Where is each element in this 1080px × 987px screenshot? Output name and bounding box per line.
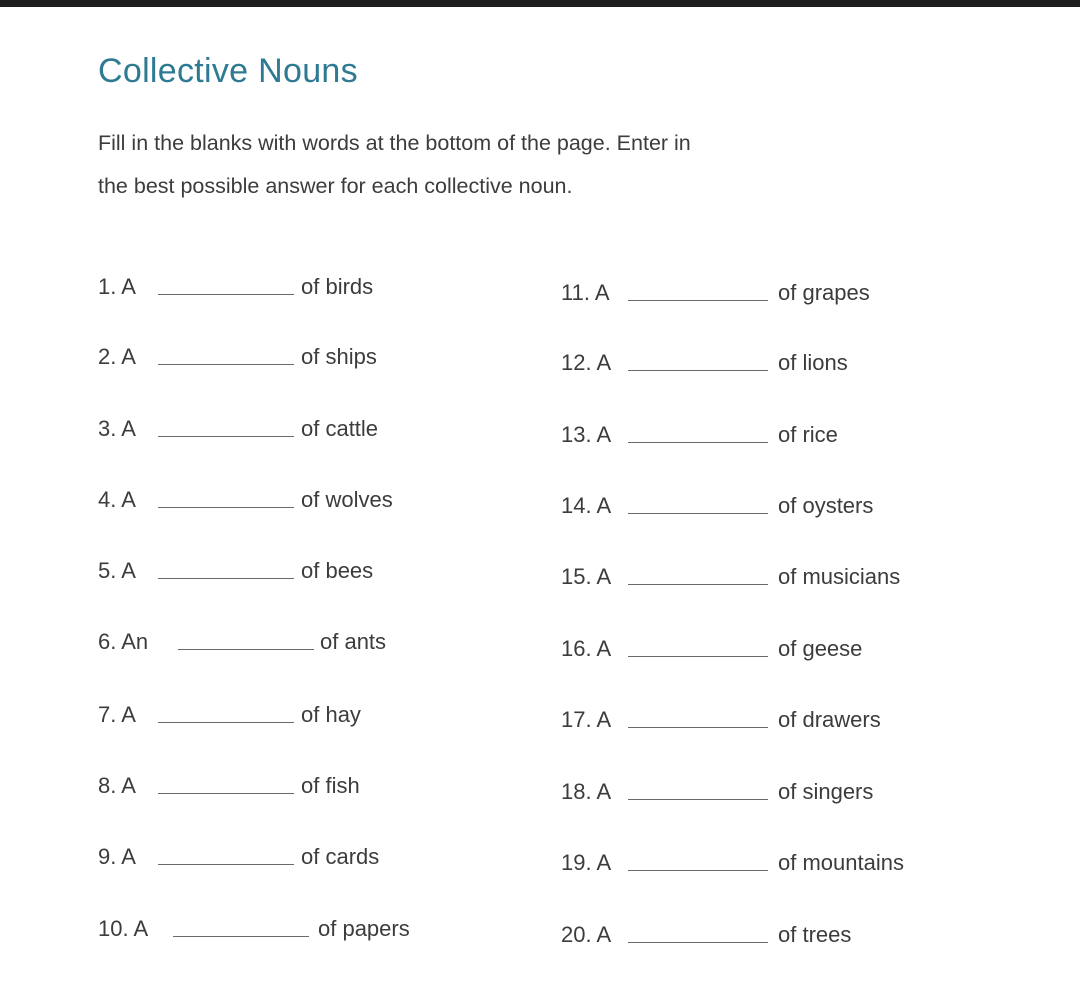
question-number: 7. A — [98, 702, 136, 727]
answer-blank[interactable] — [628, 656, 768, 657]
question-number: 2. A — [98, 344, 136, 369]
question-item — [561, 777, 978, 807]
question-item — [98, 414, 501, 444]
answer-blank[interactable] — [628, 513, 768, 514]
question-suffix: of musicians — [778, 564, 901, 589]
question-item — [561, 562, 978, 592]
answer-blank[interactable] — [158, 294, 294, 295]
answer-blank[interactable] — [628, 942, 768, 943]
question-item — [561, 705, 978, 735]
question-suffix: of trees — [778, 922, 852, 947]
question-item — [98, 914, 518, 944]
question-suffix: of wolves — [301, 487, 393, 512]
question-item — [98, 627, 520, 657]
question-suffix: of hay — [301, 702, 361, 727]
question-suffix: of singers — [778, 779, 874, 804]
answer-blank[interactable] — [628, 727, 768, 728]
question-number: 13. A — [561, 422, 612, 447]
answer-blank[interactable] — [158, 507, 294, 508]
question-suffix: of grapes — [778, 280, 870, 305]
question-number: 18. A — [561, 779, 612, 804]
question-suffix: of lions — [778, 350, 848, 375]
question-number: 17. A — [561, 707, 612, 732]
answer-blank[interactable] — [158, 364, 294, 365]
question-number: 20. A — [561, 922, 612, 947]
question-suffix: of geese — [778, 636, 863, 661]
question-item — [561, 848, 978, 878]
question-number: 15. A — [561, 564, 612, 589]
question-number: 9. A — [98, 844, 136, 869]
answer-blank[interactable] — [628, 799, 768, 800]
answer-blank[interactable] — [178, 649, 314, 650]
question-number: 10. A — [98, 916, 149, 941]
question-suffix: of ants — [320, 629, 387, 654]
answer-blank[interactable] — [158, 793, 294, 794]
question-suffix: of mountains — [778, 850, 904, 875]
top-status-bar — [0, 0, 1080, 7]
question-number: 11. A — [561, 280, 610, 305]
instructions — [98, 122, 978, 208]
question-suffix: of oysters — [778, 493, 874, 518]
question-suffix: of papers — [318, 916, 410, 941]
instructions-line-2: the best possible answer for each collective noun. — [98, 174, 573, 198]
answer-blank[interactable] — [173, 936, 309, 937]
question-suffix: of bees — [301, 558, 374, 583]
question-item — [561, 420, 978, 450]
question-item — [98, 485, 501, 515]
question-item — [98, 342, 501, 372]
question-item — [561, 920, 978, 950]
question-number: 19. A — [561, 850, 612, 875]
question-suffix: of birds — [301, 274, 374, 299]
question-number: 14. A — [561, 493, 612, 518]
answer-blank[interactable] — [158, 864, 294, 865]
answer-blank[interactable] — [158, 578, 294, 579]
answer-blank[interactable] — [158, 722, 294, 723]
question-item — [98, 842, 501, 872]
question-suffix: of cards — [301, 844, 380, 869]
instructions-line-1: Fill in the blanks with words at the bottom of the page. Enter in — [98, 131, 691, 155]
question-number: 5. A — [98, 558, 136, 583]
answer-blank[interactable] — [628, 870, 768, 871]
question-item — [98, 700, 501, 730]
question-item — [561, 491, 978, 521]
question-item — [98, 556, 501, 586]
question-item — [561, 278, 978, 308]
question-number: 3. A — [98, 416, 136, 441]
answer-blank[interactable] — [628, 300, 768, 301]
question-suffix: of fish — [301, 773, 360, 798]
question-suffix: of rice — [778, 422, 838, 447]
question-number: 1. A — [98, 274, 136, 299]
question-number: 6. An — [98, 629, 149, 654]
question-item — [98, 771, 501, 801]
question-suffix: of cattle — [301, 416, 379, 441]
question-number: 4. A — [98, 487, 136, 512]
answer-blank[interactable] — [628, 442, 768, 443]
answer-blank[interactable] — [158, 436, 294, 437]
worksheet-title: Collective Nouns — [98, 52, 358, 90]
answer-blank[interactable] — [628, 370, 768, 371]
answer-blank[interactable] — [628, 584, 768, 585]
question-item — [561, 634, 978, 664]
question-number: 12. A — [561, 350, 612, 375]
question-item — [561, 348, 978, 378]
question-number: 16. A — [561, 636, 612, 661]
question-suffix: of ships — [301, 344, 377, 369]
question-number: 8. A — [98, 773, 136, 798]
question-suffix: of drawers — [778, 707, 881, 732]
question-item — [98, 272, 501, 302]
